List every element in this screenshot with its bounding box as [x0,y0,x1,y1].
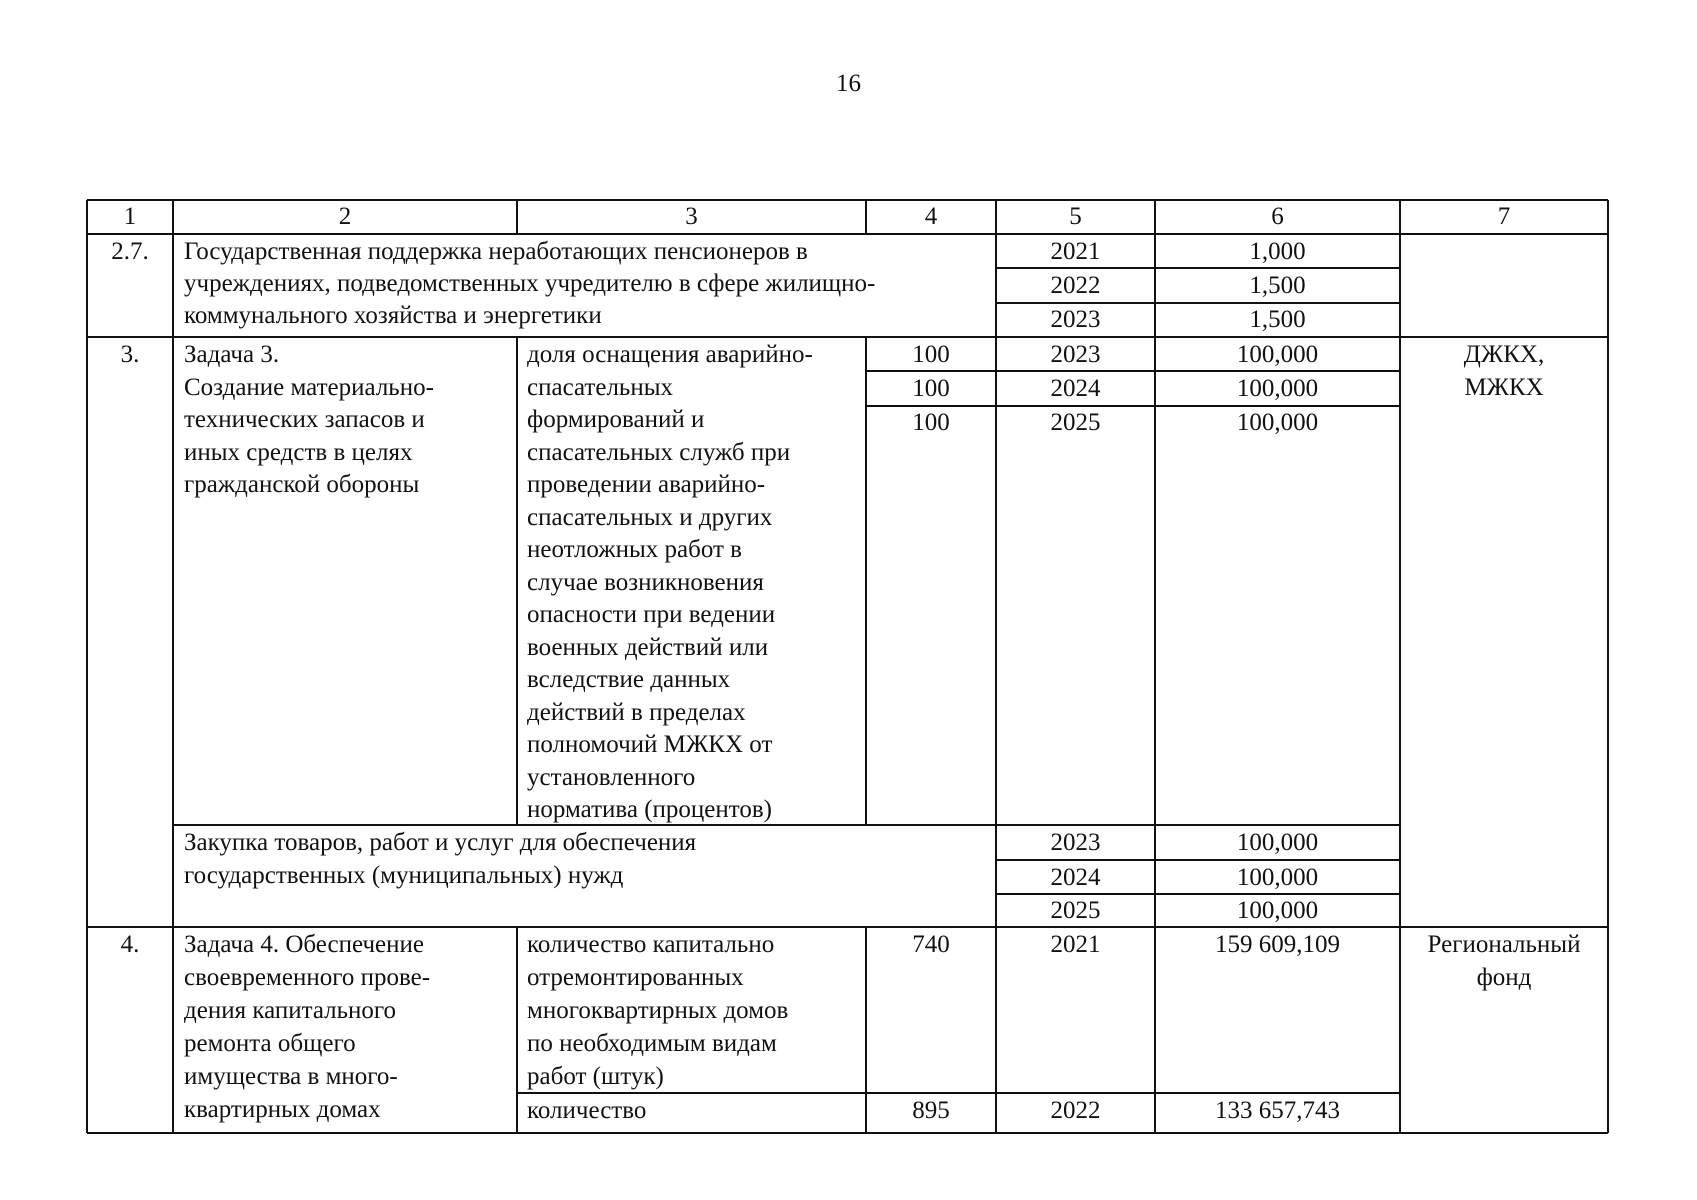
target-cell: 100 [912,409,950,436]
indicator-line: отремонтированных [527,964,744,991]
task-line: имущества в много- [184,1063,398,1090]
amount-cell: 159 609,109 [1215,931,1340,958]
year-cell: 2025 [1050,409,1101,436]
indicator-line: норматива (процентов) [527,796,773,823]
header-col-1: 1 [123,203,137,230]
amount-cell: 100,000 [1236,897,1319,924]
year-cell: 2021 [1050,238,1101,265]
page-number: 16 [836,70,861,97]
purchase-line: государственных (муниципальных) нужд [184,861,624,889]
task-line: иных средств в целях [184,438,413,466]
indicator-line: формирований и [527,406,705,433]
amount-cell: 1,500 [1249,272,1306,299]
indicator-line: неотложных работ в [527,536,742,563]
header-col-3: 3 [685,203,698,230]
amount-cell: 100,000 [1236,864,1319,891]
row-number: 3. [120,341,140,368]
amount-cell: 1,000 [1249,238,1306,265]
year-cell: 2022 [1050,272,1101,299]
indicator-line: спасательных [527,373,673,401]
indicator-line: действий в пределах [527,698,746,726]
indicator-line: опасности при ведении [527,601,776,628]
amount-cell: 100,000 [1236,341,1319,368]
executor-line: МЖКХ [1464,374,1544,401]
indicator-line: по необходимым видам [527,1030,777,1057]
row-number: 4. [120,931,140,958]
executor-line: фонд [1476,964,1532,991]
target-cell: 895 [912,1097,950,1124]
description-line: коммунального хозяйства и энергетики [184,302,602,329]
target-cell: 100 [912,341,950,368]
task-line: дения капитального [184,997,397,1024]
executor-line: ДЖКХ, [1463,341,1545,368]
year-cell: 2023 [1050,341,1101,368]
indicator-line: установленного [527,763,696,791]
indicator-line: доля оснащения аварийно- [527,341,813,368]
year-cell: 2023 [1050,829,1101,856]
header-col-7: 7 [1497,203,1511,230]
amount-cell: 1,500 [1249,306,1306,333]
indicator-line: вследствие данных [527,666,731,693]
indicator-line: спасательных служб при [527,438,791,466]
indicator-line: количество [527,1097,647,1124]
year-cell: 2024 [1050,375,1101,402]
task-line: квартирных домах [184,1096,381,1123]
indicator-line: количество капитально [527,931,775,958]
task-line: ремонта общего [184,1030,356,1057]
task-line: Задача 3. [184,341,280,368]
target-cell: 740 [912,931,950,958]
task-line: Задача 4. Обеспечение [184,931,424,958]
indicator-line: военных действий или [527,633,769,661]
indicator-line: спасательных и других [527,503,773,531]
description-line: учреждениях, подведомственных учредителю в сфере жилищно- [184,270,876,297]
indicator-line: проведении аварийно- [527,471,766,498]
task-line: Создание материально- [184,373,434,401]
task-line: технических запасов и [184,406,425,433]
year-cell: 2022 [1050,1097,1101,1124]
executor-line: Региональный [1427,931,1581,958]
amount-cell: 100,000 [1236,409,1319,436]
purchase-line: Закупка товаров, работ и услуг для обеспечения [184,829,697,856]
amount-cell: 100,000 [1236,375,1319,402]
header-col-4: 4 [924,203,938,230]
description-line: Государственная поддержка неработающих пенсионеров в [184,238,808,265]
year-cell: 2024 [1050,864,1101,891]
task-line: своевременного прове- [184,964,431,991]
year-cell: 2025 [1050,897,1101,924]
amount-cell: 133 657,743 [1215,1097,1340,1124]
indicator-line: работ (штук) [527,1063,664,1090]
amount-cell: 100,000 [1236,829,1319,856]
target-cell: 100 [912,375,950,402]
indicator-line: случае возникновения [527,568,764,596]
year-cell: 2023 [1050,306,1101,333]
indicator-line: полномочий МЖКХ от [527,731,773,758]
header-col-6: 6 [1271,203,1284,230]
indicator-line: многоквартирных домов [527,997,789,1024]
header-col-5: 5 [1069,203,1082,230]
row-number: 2.7. [111,238,149,265]
header-col-2: 2 [338,203,352,230]
task-line: гражданской обороны [184,471,420,498]
year-cell: 2021 [1050,931,1101,958]
